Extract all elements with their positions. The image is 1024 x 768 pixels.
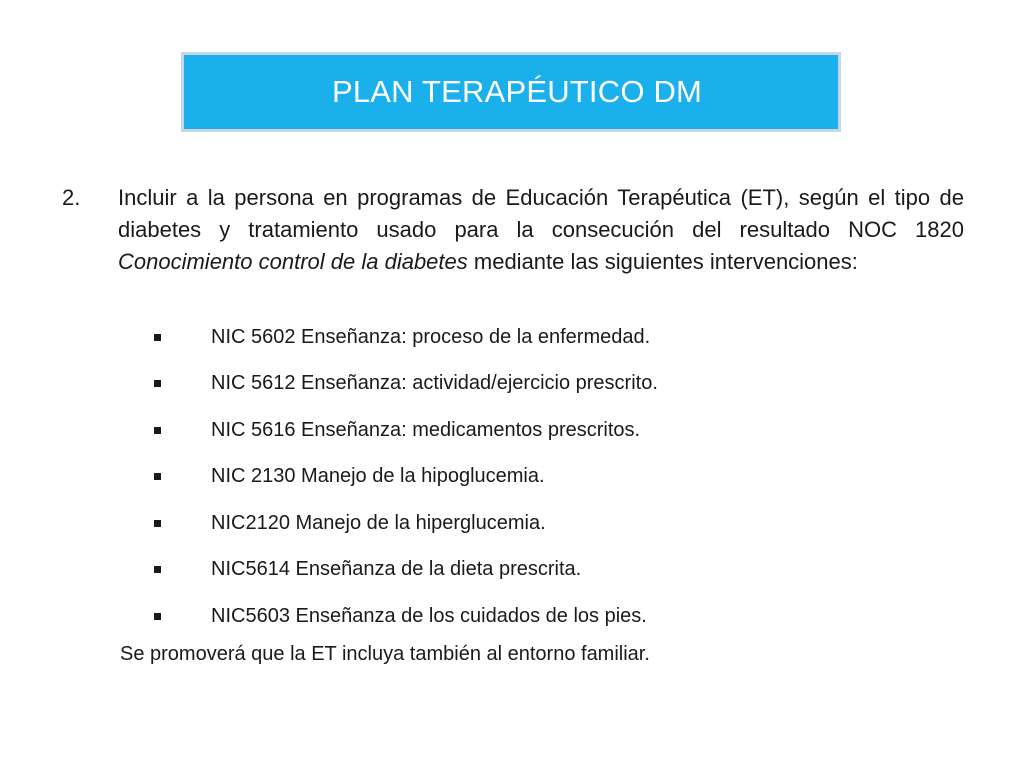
list-item-text: NIC2120 Manejo de la hiperglucemia. bbox=[211, 511, 546, 534]
square-bullet-icon bbox=[154, 334, 161, 341]
list-item-text: NIC 5612 Enseñanza: actividad/ejercicio prescrito. bbox=[211, 372, 658, 395]
point-text-intro: Incluir a la persona en programas de Educación Terapéutica (ET), según el tipo de diabetes y tratamiento usado para la consecución del resultado NOC 1820 bbox=[118, 185, 964, 242]
list-item-text: NIC5614 Enseñanza de la dieta prescrita. bbox=[211, 558, 582, 581]
closing-note: Se promoverá que la ET incluya también al entorno familiar. bbox=[120, 643, 650, 665]
list-item-text: NIC5603 Enseñanza de los cuidados de los pies. bbox=[211, 604, 647, 627]
list-item-text: NIC 5602 Enseñanza: proceso de la enfermedad. bbox=[211, 325, 651, 348]
list-item bbox=[150, 454, 658, 501]
square-bullet-icon bbox=[154, 427, 161, 434]
square-bullet-icon bbox=[154, 520, 161, 527]
intervention-list bbox=[150, 314, 658, 640]
square-bullet-icon bbox=[154, 566, 161, 573]
point-number: 2. bbox=[62, 185, 81, 210]
list-item bbox=[150, 500, 658, 547]
numbered-point bbox=[62, 182, 964, 278]
point-text-end: mediante las siguientes intervenciones: bbox=[467, 249, 858, 274]
square-bullet-icon bbox=[154, 380, 161, 387]
list-item bbox=[150, 407, 658, 454]
list-item bbox=[150, 593, 658, 640]
square-bullet-icon bbox=[154, 613, 161, 620]
list-item-text: NIC 2130 Manejo de la hipoglucemia. bbox=[211, 465, 545, 488]
point-text bbox=[118, 182, 964, 278]
title-banner bbox=[181, 52, 841, 132]
slide-title: PLAN TERAPÉUTICO DM bbox=[331, 74, 703, 109]
list-item bbox=[150, 547, 658, 594]
list-item bbox=[150, 361, 658, 408]
list-item bbox=[150, 314, 658, 361]
point-text-italic: Conocimiento control de la diabetes bbox=[118, 249, 468, 274]
list-item-text: NIC 5616 Enseñanza: medicamentos prescritos. bbox=[211, 418, 641, 441]
square-bullet-icon bbox=[154, 473, 161, 480]
